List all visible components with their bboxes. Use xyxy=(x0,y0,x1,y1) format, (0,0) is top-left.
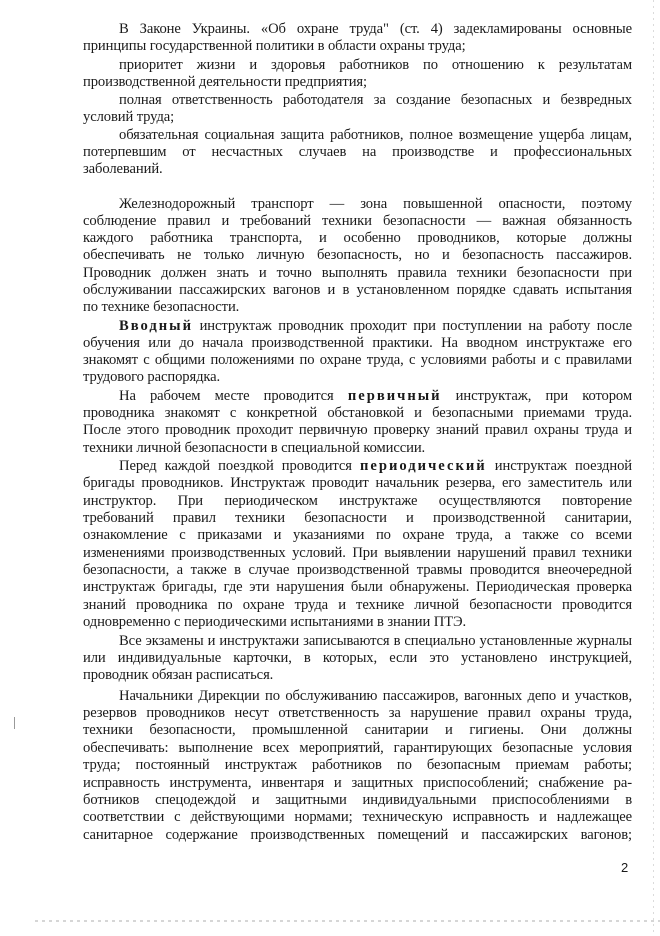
text-line: санитарное содержание производственных помещений и пассажирских вагонов; xyxy=(83,827,632,843)
text-line: обучения или до начала производственной практики. На вводном инструктаже его xyxy=(83,335,632,351)
text-line: ботников спецодеждой и защитными индивидуальными приспособлениями в xyxy=(83,792,632,808)
text-line: Железнодорожный транспорт — зона повышенной опасности, поэтому xyxy=(119,196,632,212)
text-line: техники личной безопасности в специальной комиссии. xyxy=(83,440,426,456)
emphasis-pervichny: первичный xyxy=(347,388,442,404)
text-line: знаний проводника по охране труда и технике личной безопасности проводится xyxy=(83,597,632,613)
text-line: На рабочем месте проводится первичный инструктаж, при котором xyxy=(119,388,632,404)
text-line: одновременно с периодическими испытаниями в знании ПТЭ. xyxy=(83,614,467,630)
text-line: обслуживании пассажирских вагонов и в установленном порядке сдавать испытания xyxy=(83,282,632,298)
text-line: инструктаж бригады, где эти нарушения были обнаружены. Периодическая проверка xyxy=(83,579,632,595)
text-line: соблюдение правил и требований техники безопасности — важная обязанность xyxy=(83,213,632,229)
text-line: проводник обязан расписаться. xyxy=(83,667,274,683)
text-line: принципы государственной политики в области охраны труда; xyxy=(83,38,466,54)
text-line: по технике безопасности. xyxy=(83,299,240,315)
text-line: Перед каждой поездкой проводится периодический инструктаж поездной xyxy=(119,458,632,474)
text-line: инструктор. При периодическом инструктаже осуществляются повторение xyxy=(83,493,632,509)
text-line: потерпевшим от несчастных случаев на производстве и профессиональных xyxy=(83,144,632,160)
scan-artifact xyxy=(35,920,660,922)
text-line: условий труда; xyxy=(83,109,175,125)
text-line: обеспечивать: выполнение всех мероприятий, гарантирующих безопасные условия xyxy=(83,740,632,756)
text-line: каждого работника транспорта, и особенно проводников, которые должны xyxy=(83,230,632,246)
text-line: заболеваний. xyxy=(83,161,163,177)
text-line: бригады проводников. Инструктаж проводит начальник резерва, его заместитель или xyxy=(83,475,632,491)
text-line: производственной деятельности предприятия; xyxy=(83,74,367,90)
text-line: исправность инструмента, инвентаря и защитных приспособлений; снабжение ра- xyxy=(83,775,632,791)
text-line: обязательная социальная защита работников, полное возмещение ущерба лицам, xyxy=(119,127,632,143)
text-line: труда; постоянный инструктаж работников по безопасным приемам работы; xyxy=(83,757,632,773)
text-line: техники безопасности, промышленной санитарии и гигиены. Они должны xyxy=(83,722,632,738)
text-line: проводника знакомят с конкретной обстановкой и безопасными приемами труда. xyxy=(83,405,632,421)
text-line: трудового распорядка. xyxy=(83,369,221,385)
text-line: Вводный инструктаж проводник проходит при поступлении на работу после xyxy=(119,318,632,334)
emphasis-vvodny: Вводный xyxy=(119,318,193,334)
page-edge xyxy=(653,0,654,936)
emphasis-periodichesky: периодический xyxy=(360,458,487,474)
text-line: безопасности, а также в случае производственной травмы проводится внеочередной xyxy=(83,562,632,578)
text-line: Начальники Дирекции по обслуживанию пассажиров, вагонных депо и участков, xyxy=(119,688,632,704)
page-number: 2 xyxy=(621,860,629,875)
text-line: ознакомление с приказами и указаниями по охране труда, а также со всеми xyxy=(83,527,632,543)
text-line: резервов проводников несут ответственность за нарушение правил охраны труда, xyxy=(83,705,632,721)
text-line: обеспечивать не только личную безопасность, но и безопасность пассажиров. xyxy=(83,247,632,263)
text-line: полная ответственность работодателя за создание безопасных и безвредных xyxy=(119,92,632,108)
text-line: соответствии с действующими нормами; техническую исправность и надлежащее xyxy=(83,809,632,825)
text-line: Все экзамены и инструктажи записываются в специально установленные журналы xyxy=(119,633,632,649)
text-line: В Законе Украины. «Об охране труда" (ст. 4) задекламированы основные xyxy=(119,21,632,37)
text-line: требований правил техники безопасности и производственной санитарии, xyxy=(83,510,632,526)
text-line: или индивидуальные карточки, в которых, если это установлено инструкцией, xyxy=(83,650,632,666)
text-line: знакомят с общими положениями по охране труда, с условиями работы и с правилами xyxy=(83,352,632,368)
text-line: После этого проводник проходит первичную проверку знаний правил охраны труда и xyxy=(83,422,632,438)
text-line: приоритет жизни и здоровья работников по отношению к результатам xyxy=(119,57,632,73)
text-line: Проводник должен знать и точно выполнять правила техники безопасности при xyxy=(83,265,632,281)
text-line: изменениями производственных условий. При выявлении нарушений правил техники xyxy=(83,545,632,561)
margin-mark xyxy=(14,717,15,729)
